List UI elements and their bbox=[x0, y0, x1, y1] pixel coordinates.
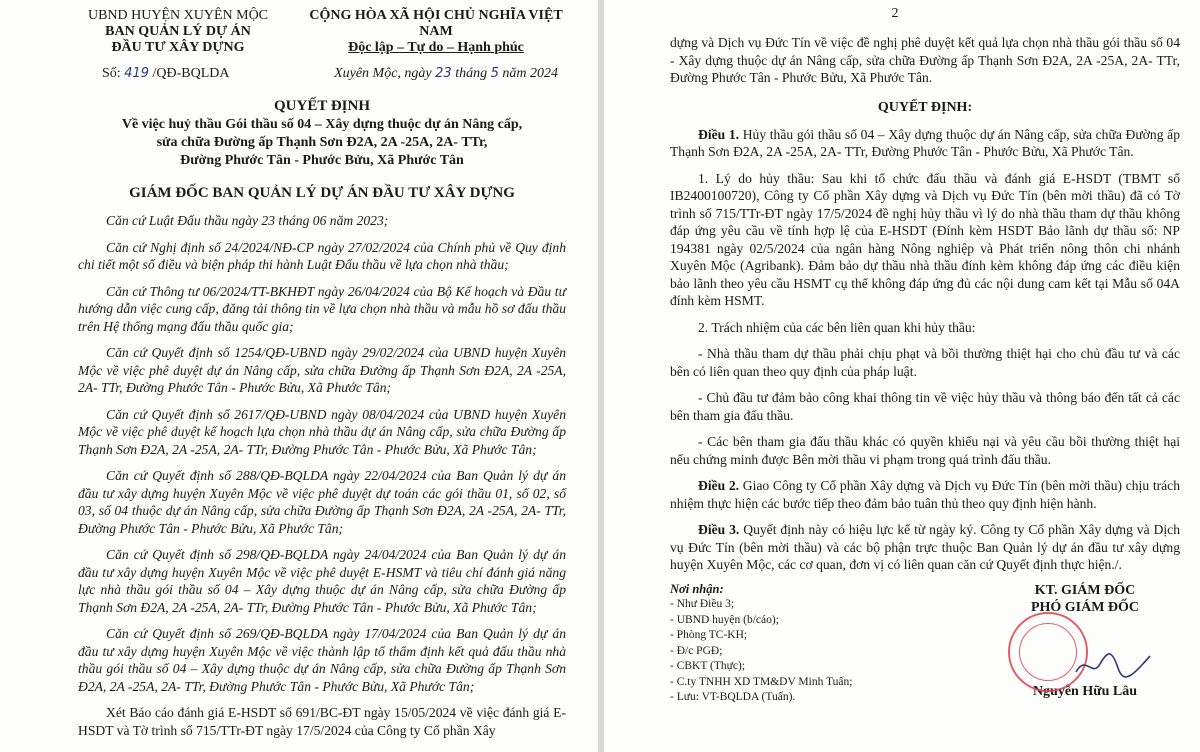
basis-paragraph: Căn cứ Quyết định số 269/QĐ-BQLDA ngày 17/04/2024 của Ban Quản lý dự án đầu tư xây dựng huyện Xuyên Mộc về việc thành lập tổ thẩm định kết quả đấu thầu nhà thầu gói thầu số 04 – Xây dựng thuộc dự án Nâng cấp, sửa chữa Đường ấp Thạnh Sơn Đ2A, 2A -25A, 2A- TTr, Đường Phước Tân - Phước Bửu, Xã Phước Tân; bbox=[78, 626, 566, 694]
recipient-item: - CBKT (Thực); bbox=[670, 660, 746, 672]
stamp-inner-ring bbox=[1019, 623, 1077, 681]
recipient-item: - Phòng TC-KH; bbox=[670, 629, 748, 641]
handwritten-month: 5 bbox=[490, 66, 499, 81]
issuing-agency bbox=[78, 8, 278, 56]
article-2 bbox=[670, 477, 1180, 512]
handwritten-number: 419 bbox=[124, 66, 150, 81]
document-number bbox=[102, 66, 230, 82]
article-1-label: Điều 1. bbox=[698, 126, 740, 142]
cancellation-reason: 1. Lý do hủy thầu: Sau khi tổ chức đấu thầu và đánh giá E-HSDT (TBMT số IB2400100720), Công ty Cổ phần Xây dựng và Dịch vụ Đức Tín (bên mời thầu) đã có Tờ trình số 715/TTr-ĐT ngày 17/5/2024 đề nghị hủy thầu vì lý do nhà thầu tham dự thầu không đáp ứng yêu cầu về tính hợp lệ của E-HSDT (Đính kèm HSDT Bảo lãnh dự thầu số: NP 194381 ngày 02/5/2024 của ngân hàng Nông nghiệp và Phát triển nông thôn chi nhánh Xuyên Mộc (Agribank). Đảm bảo dự thầu nhà thầu đính kèm không đáp ứng các điều kiện bảo lãnh theo yêu cầu HSMT cụ thể không đáp ứng đủ các nội dung cam kết tại Mẫu số 04A đính kèm HSMT. bbox=[670, 170, 1180, 308]
considering-paragraph: Xét Báo cáo đánh giá E-HSDT số 691/BC-ĐT ngày 15/05/2024 về việc đánh giá E-HSDT và Tờ trình số 715/TTr-ĐT ngày 17/5/2024 của Công ty Cổ phần Xây bbox=[78, 705, 566, 738]
place-prefix: Xuyên Mộc, ngày bbox=[334, 66, 432, 81]
handwritten-day: 23 bbox=[435, 66, 452, 81]
place-date bbox=[334, 66, 558, 82]
article-2-label: Điều 2. bbox=[698, 478, 740, 493]
agency-line-2: BAN QUẢN LÝ DỰ ÁN bbox=[105, 24, 251, 39]
article-3-text: Quyết định này có hiệu lực kể từ ngày ký. Công ty Cổ phần Xây dựng và Dịch vụ Đức Tín (bên mời thầu) và các bộ phận trực thuộc Ban Quản lý dự án đầu tư xây dựng huyện Xuyên Mộc, các cơ quan, đơn vị có liên quan căn cứ Quyết định thực hiện./. bbox=[670, 522, 1180, 572]
page-number: 2 bbox=[891, 6, 899, 21]
basis-paragraph: Căn cứ Quyết định số 1254/QĐ-UBND ngày 29/02/2024 của UBND huyện Xuyên Mộc về việc phê duyệt dự án Nâng cấp, sửa chữa Đường ấp Thạnh Sơn Đ2A, 2A -25A, 2A- TTr, Đường Phước Tân - Phước Bửu, Xã Phước Tân; bbox=[78, 345, 566, 395]
subject-line-2: sửa chữa Đường ấp Thạnh Sơn Đ2A, 2A -25A, 2A- TTr, bbox=[156, 135, 488, 150]
article-3 bbox=[670, 521, 1180, 574]
country-name: CỘNG HÒA XÃ HỘI CHỦ NGHĨA VIỆT NAM bbox=[309, 8, 563, 39]
signer-name: Nguyễn Hữu Lâu bbox=[1032, 683, 1138, 699]
number-prefix: Số: bbox=[102, 66, 121, 81]
responsibility-item: - Nhà thầu tham dự thầu phải chịu phạt và bồi thường thiệt hại cho chủ đầu tư và các bên có liên quan theo quy định của pháp luật. bbox=[670, 346, 1180, 379]
recipient-item: - Lưu: VT-BQLDA (Tuấn). bbox=[670, 691, 796, 703]
national-motto: Độc lập – Tự do – Hạnh phúc bbox=[348, 40, 524, 55]
recipients-heading: Nơi nhận: bbox=[670, 581, 724, 596]
recipient-item: - Như Điều 3; bbox=[670, 598, 735, 610]
basis-paragraph: Căn cứ Nghị định số 24/2024/NĐ-CP ngày 27/02/2024 của Chính phủ về Quy định chi tiết một số điều và biện pháp thi hành Luật Đấu thầu về lựa chọn nhà thầu; bbox=[78, 239, 566, 272]
subject-line-1: Về việc huỷ thầu Gói thầu số 04 – Xây dựng thuộc dự án Nâng cấp, bbox=[121, 117, 523, 132]
document-type: QUYẾT ĐỊNH bbox=[274, 98, 370, 114]
signer-block bbox=[990, 582, 1180, 706]
decision-heading: QUYẾT ĐỊNH: bbox=[877, 99, 973, 115]
agency-line-3: ĐẦU TƯ XÂY DỰNG bbox=[111, 40, 245, 55]
responsibilities-heading: 2. Trách nhiệm của các bên liên quan khi hủy thầu: bbox=[698, 319, 976, 335]
number-date-row bbox=[78, 66, 566, 82]
article-2-text: Giao Công ty Cổ phần Xây dựng và Dịch vụ Đức Tín (bên mời thầu) chịu trách nhiệm thực hiện các bước tiếp theo đảm bảo tuân thủ theo quy định hiện hành. bbox=[670, 478, 1181, 511]
continuation-paragraph: dựng và Dịch vụ Đức Tín về việc đề nghị phê duyệt kết quả lựa chọn nhà thầu gói thầu số 04 - Xây dựng thuộc dự án Nâng cấp, sửa chữa Đường ấp Thạnh Sơn Đ2A, 2A -25A, 2A- TTr, Đường Phước Tân - Phước Bửu, Xã Phước Tân. bbox=[670, 35, 1180, 85]
recipient-item: - C.ty TNHH XD TM&DV Minh Tuấn; bbox=[670, 675, 853, 688]
agency-line-1: UBND HUYỆN XUYÊN MỘC bbox=[87, 8, 269, 23]
recipients-list bbox=[670, 582, 910, 706]
number-suffix: /QĐ-BQLDA bbox=[152, 66, 230, 81]
recipient-item: - UBND huyện (b/cáo); bbox=[670, 613, 779, 626]
year-text: năm 2024 bbox=[502, 66, 558, 81]
signer-title-1: KT. GIÁM ĐỐC bbox=[1034, 582, 1136, 598]
responsibility-item: - Chủ đầu tư đảm bảo công khai thông tin về việc hủy thầu và thông báo đến tất cả các bên tham gia đấu thầu. bbox=[670, 390, 1180, 423]
recipient-item: - Đ/c PGĐ; bbox=[670, 644, 723, 657]
document-page-1 bbox=[0, 0, 598, 752]
signature-scribble bbox=[1074, 644, 1154, 684]
article-3-label: Điều 3. bbox=[698, 522, 740, 537]
subject-line-3: Đường Phước Tân - Phước Bửu, Xã Phước Tân bbox=[180, 153, 464, 168]
basis-paragraph: Căn cứ Quyết định số 298/QĐ-BQLDA ngày 24/04/2024 của Ban Quản lý dự án đầu tư xây dựng huyện Xuyên Mộc về việc phê duyệt E-HSMT và tiêu chí đánh giá năng lực nhà thầu gói thầu số 04 – Xây dựng thuộc dự án Nâng cấp, sửa chữa Đường ấp Thạnh Sơn Đ2A, 2A -25A, 2A- TTr, Đường Phước Tân - Phước Bửu, Xã Phước Tân; bbox=[78, 547, 566, 615]
basis-paragraph: Căn cứ Thông tư 06/2024/TT-BKHĐT ngày 26/04/2024 của Bộ Kế hoạch và Đầu tư hướng dẫn việc cung cấp, đăng tải thông tin về lựa chọn nhà thầu và mẫu hồ sơ đấu thầu trên Hệ thống mạng đấu thầu quốc gia; bbox=[78, 283, 566, 334]
basis-paragraph: Căn cứ Luật Đấu thầu ngày 23 tháng 06 năm 2023; bbox=[106, 213, 389, 228]
signature-area bbox=[670, 582, 1180, 706]
signer-title-2: PHÓ GIÁM ĐỐC bbox=[1030, 599, 1140, 615]
document-page-2 bbox=[604, 0, 1200, 752]
basis-paragraph: Căn cứ Quyết định số 2617/QĐ-UBND ngày 08/04/2024 của UBND huyện Xuyên Mộc về việc phê duyệt kế hoạch lựa chọn nhà thầu dự án Nâng cấp, sửa chữa Đường ấp Thạnh Sơn Đ2A, 2A -25A, 2A- TTr, Đường Phước Tân - Phước Bửu, Xã Phước Tân; bbox=[78, 406, 566, 457]
responsibility-item: - Các bên tham gia đấu thầu khác có quyền khiếu nại và yêu cầu bồi thường thiệt hại nếu chứng minh được Bên mời thầu vi phạm trong quá trình đấu thầu. bbox=[670, 434, 1180, 467]
article-1-text: Hủy thầu gói thầu số 04 – Xây dựng thuộc dự án Nâng cấp, sửa chữa Đường ấp Thạnh Sơn Đ2A, 2A -25A, 2A- TTr, Đường Phước Tân - Phước Bửu, Xã Phước Tân. bbox=[670, 126, 1180, 159]
legal-bases bbox=[78, 212, 566, 739]
month-word: tháng bbox=[455, 66, 488, 81]
director-title: GIÁM ĐỐC BAN QUẢN LÝ DỰ ÁN ĐẦU TƯ XÂY DỰNG bbox=[129, 185, 515, 201]
document-header bbox=[78, 8, 566, 56]
article-1 bbox=[670, 126, 1180, 161]
national-heading bbox=[306, 8, 566, 56]
basis-paragraph: Căn cứ Quyết định số 288/QĐ-BQLDA ngày 22/04/2024 của Ban Quản lý dự án đầu tư xây dựng huyện Xuyên Mộc về việc phê duyệt dự toán các gói thầu 01, số 02, số 03, số 04 thuộc dự án Nâng cấp, sửa chữa Đường ấp Thạnh Sơn Đ2A, 2A -25A, 2A- TTr, Đường Phước Tân - Phước Bửu, Xã Phước Tân; bbox=[78, 468, 566, 536]
